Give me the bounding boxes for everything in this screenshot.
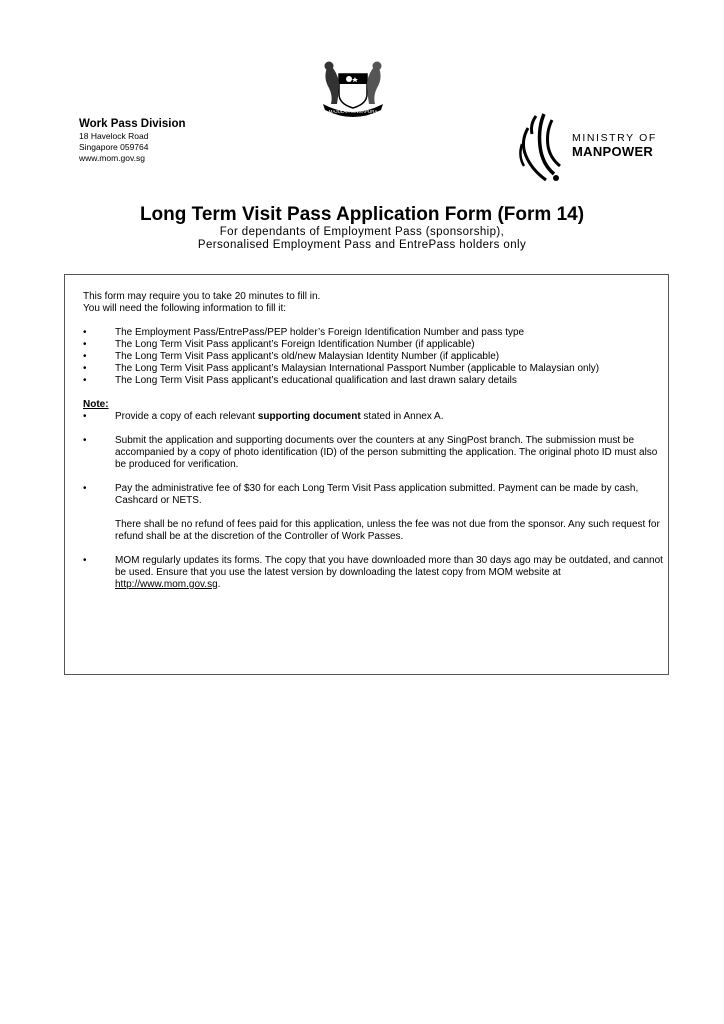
website-text: www.mom.gov.sg [79,153,145,163]
list-item: • The Long Term Visit Pass applicant’s old/new Malaysian Identity Number (if applicable) [83,351,500,362]
form-title: Long Term Visit Pass Application Form (Form 14) [139,204,585,225]
intro-line-1: This form may require you to take 20 minutes to fill in. [83,291,321,302]
bullet-icon: • [83,555,87,566]
info-content [83,291,668,591]
bullet-icon: • [83,327,87,338]
bullet-icon: • [83,339,87,350]
note-item-forms-update: • MOM regularly updates its forms. The copy that you have downloaded more than 30 days ago may be outdated, and cannot be used. Ensure that you use the latest version by downloading the latest copy from MOM website at http://www.mom.gov.sg. [83,555,663,590]
address-line-2: Singapore 059764 [79,142,149,152]
note-item-fee: • Pay the administrative fee of $30 for each Long Term Visit Pass application submitted. Payment can be made by cash, Cashcard or NETS. There shall be no refund of fees paid for this application, unless the fee was not due from the sponsor. Any such request for refund shall be at the discretion of the Controller of Work Passes. [83,483,668,543]
address-line-1: 18 Havelock Road [79,131,149,141]
required-info-list [83,327,668,387]
note-item-submission: • Submit the application and supporting documents over the counters at any SingPost branch. The submission must be accompanied by a copy of photo identification (ID) of the person submitting the application. The original photo ID must also be produced for verification. [83,435,658,470]
note-heading: Note: [83,399,109,410]
subtitle-line-1: For dependants of Employment Pass (sponsorship), [219,226,505,238]
division-title: Work Pass Division [79,118,186,130]
subtitle-line-2: Personalised Employment Pass and EntrePass holders only [197,239,527,251]
ministry-of-manpower-logo [516,112,661,184]
crest-motto-text: MAJULAH SINGAPURA [328,109,378,114]
list-item: • The Long Term Visit Pass applicant’s Foreign Identification Number (if applicable) [83,339,475,350]
refund-paragraph: There shall be no refund of fees paid for this application, unless the fee was not due from the sponsor. Any such request for refund shall be at the discretion of the Controller of Work Passes. [115,519,660,542]
supporting-document-bold: supporting document [257,411,361,422]
logo-manpower-text: MANPOWER [572,144,654,159]
form-subtitle [0,226,724,252]
division-address-block [79,117,186,164]
list-item: • The Long Term Visit Pass applicant’s educational qualification and last drawn salary details [83,375,517,386]
intro-line-2: You will need the following information to fill it: [83,303,287,314]
bullet-icon: • [83,363,87,374]
list-item: • The Employment Pass/EntrePass/PEP holder’s Foreign Identification Number and pass type [83,327,525,338]
bullet-icon: • [83,483,87,494]
bullet-icon: • [83,375,87,386]
notes-list [83,411,668,591]
list-item: • The Long Term Visit Pass applicant’s Malaysian International Passport Number (applicable to Malaysian only) [83,363,600,374]
mom-figure-icon [516,112,568,184]
bullet-icon: • [83,435,87,446]
logo-ministry-of-text: MINISTRY OF [572,132,657,144]
note-item-supporting-document: • Provide a copy of each relevant supporting document stated in Annex A. [83,411,444,422]
singapore-crest-logo [319,58,387,120]
bullet-icon: • [83,411,87,422]
mom-website-link[interactable]: http://www.mom.gov.sg [115,579,218,590]
bullet-icon: • [83,351,87,362]
